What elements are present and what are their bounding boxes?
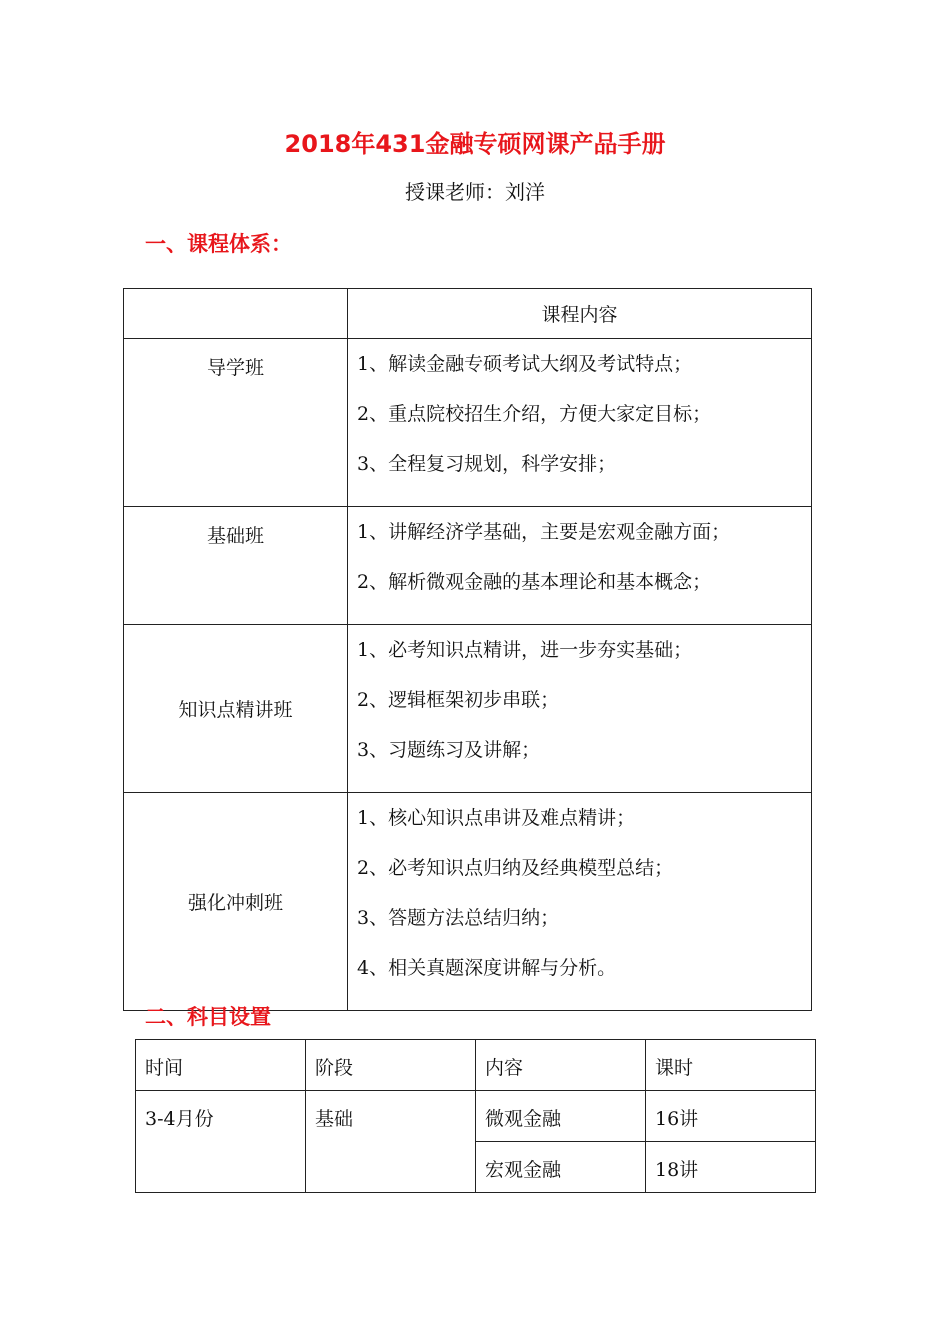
course-item: 1、讲解经济学基础，主要是宏观金融方面； [357,521,731,543]
course-item: 1、必考知识点精讲，进一步夯实基础； [357,639,693,661]
course-item: 3、全程复习规划，科学安排； [357,453,617,475]
time-cell: 3-4月份 [136,1091,306,1193]
course-item: 2、解析微观金融的基本理论和基本概念； [357,571,712,593]
document-title: 2018年431金融专硕网课产品手册 [284,130,666,158]
course-content [348,793,812,1011]
course-item: 4、相关真题深度讲解与分析。 [357,957,617,979]
table-row [136,1091,816,1142]
hours-cell: 16讲 [646,1091,816,1142]
section-heading-subjects: 二、科目设置 [145,1005,271,1029]
course-name: 基础班 [124,507,348,625]
teacher-line: 授课老师：刘洋 [405,180,545,204]
header-cell: 课程内容 [348,289,812,339]
table-row [124,507,812,625]
course-item: 1、核心知识点串讲及难点精讲； [357,807,636,829]
subject-settings-table [135,1039,816,1193]
table-header-row [136,1040,816,1091]
header-cell: 课时 [646,1040,816,1091]
table-header-row [124,289,812,339]
course-item: 3、答题方法总结归纳； [357,907,560,929]
table-row [124,339,812,507]
content-cell: 宏观金融 [476,1142,646,1193]
header-cell: 阶段 [306,1040,476,1091]
table-row [124,793,812,1011]
course-name: 导学班 [124,339,348,507]
course-item: 2、重点院校招生介绍，方便大家定目标； [357,403,712,425]
content-cell: 微观金融 [476,1091,646,1142]
course-item: 1、解读金融专硕考试大纲及考试特点； [357,353,693,375]
course-content [348,339,812,507]
hours-cell: 18讲 [646,1142,816,1193]
stage-cell: 基础 [306,1091,476,1193]
course-content [348,625,812,793]
course-name: 知识点精讲班 [124,625,348,793]
course-item: 2、逻辑框架初步串联； [357,689,560,711]
course-name: 强化冲刺班 [124,793,348,1011]
section-heading-course-system: 一、课程体系： [145,232,292,256]
header-cell [124,289,348,339]
course-system-table [123,288,812,1011]
course-item: 3、习题练习及讲解； [357,739,541,761]
header-cell: 时间 [136,1040,306,1091]
course-item: 2、必考知识点归纳及经典模型总结； [357,857,674,879]
course-content [348,507,812,625]
table-row [124,625,812,793]
header-cell: 内容 [476,1040,646,1091]
